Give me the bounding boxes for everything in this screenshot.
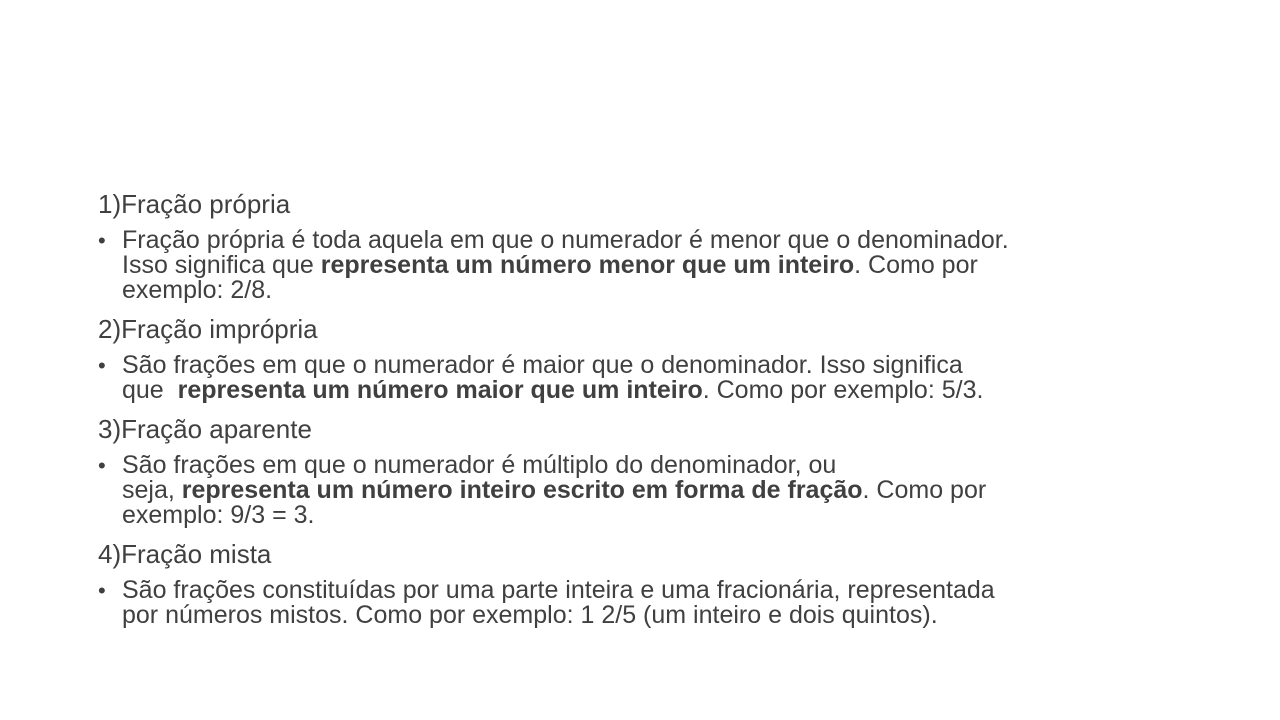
text-run: seja,	[122, 476, 182, 504]
bullet-item-1	[98, 228, 1198, 303]
bold-text: representa um número menor que um inteiro	[320, 251, 855, 279]
bullet-3-line-2	[122, 478, 1198, 503]
text-run: . Como por	[862, 476, 987, 504]
bullet-1-line-3: exemplo: 2/8.	[122, 276, 273, 304]
text-run: que	[122, 376, 178, 404]
bullet-3-line-3: exemplo: 9/3 = 3.	[122, 501, 315, 529]
bullet-2-line-1: São frações em que o numerador é maior que o denominador. Isso significa	[122, 351, 963, 379]
bullet-item-4	[98, 578, 1198, 628]
bullet-item-3	[98, 453, 1198, 528]
bullet-1-line-1: Fração própria é toda aquela em que o numerador é menor que o denominador.	[122, 226, 1009, 254]
section-heading-2: 2)Fração imprópria	[98, 314, 318, 344]
bullet-3-line-1: São frações em que o numerador é múltiplo do denominador, ou	[122, 451, 837, 479]
text-run: . Como por	[854, 251, 978, 279]
bullet-dot: •	[98, 228, 106, 253]
section-heading-1: 1)Fração própria	[98, 189, 291, 219]
bullet-4-line-1: São frações constituídas por uma parte inteira e uma fracionária, representada	[122, 576, 995, 604]
section-heading-4: 4)Fração mista	[98, 539, 272, 569]
bullet-dot: •	[98, 453, 106, 478]
bullet-1-line-2	[122, 253, 1198, 278]
bullet-item-2	[98, 353, 1198, 403]
bullet-4-line-2: por números mistos. Como por exemplo: 1 2/5 (um inteiro e dois quintos).	[122, 601, 938, 629]
section-heading-3: 3)Fração aparente	[98, 414, 312, 444]
slide-content	[98, 188, 1198, 638]
text-run: . Como por exemplo: 5/3.	[702, 376, 984, 404]
bullet-dot: •	[98, 353, 106, 378]
text-run: Isso significa que	[122, 251, 321, 279]
bold-text: representa um número maior que um inteiro	[177, 376, 703, 404]
bullet-2-line-2	[122, 378, 1198, 403]
bullet-dot: •	[98, 578, 106, 603]
bold-text: representa um número inteiro escrito em forma de fração	[181, 476, 863, 504]
